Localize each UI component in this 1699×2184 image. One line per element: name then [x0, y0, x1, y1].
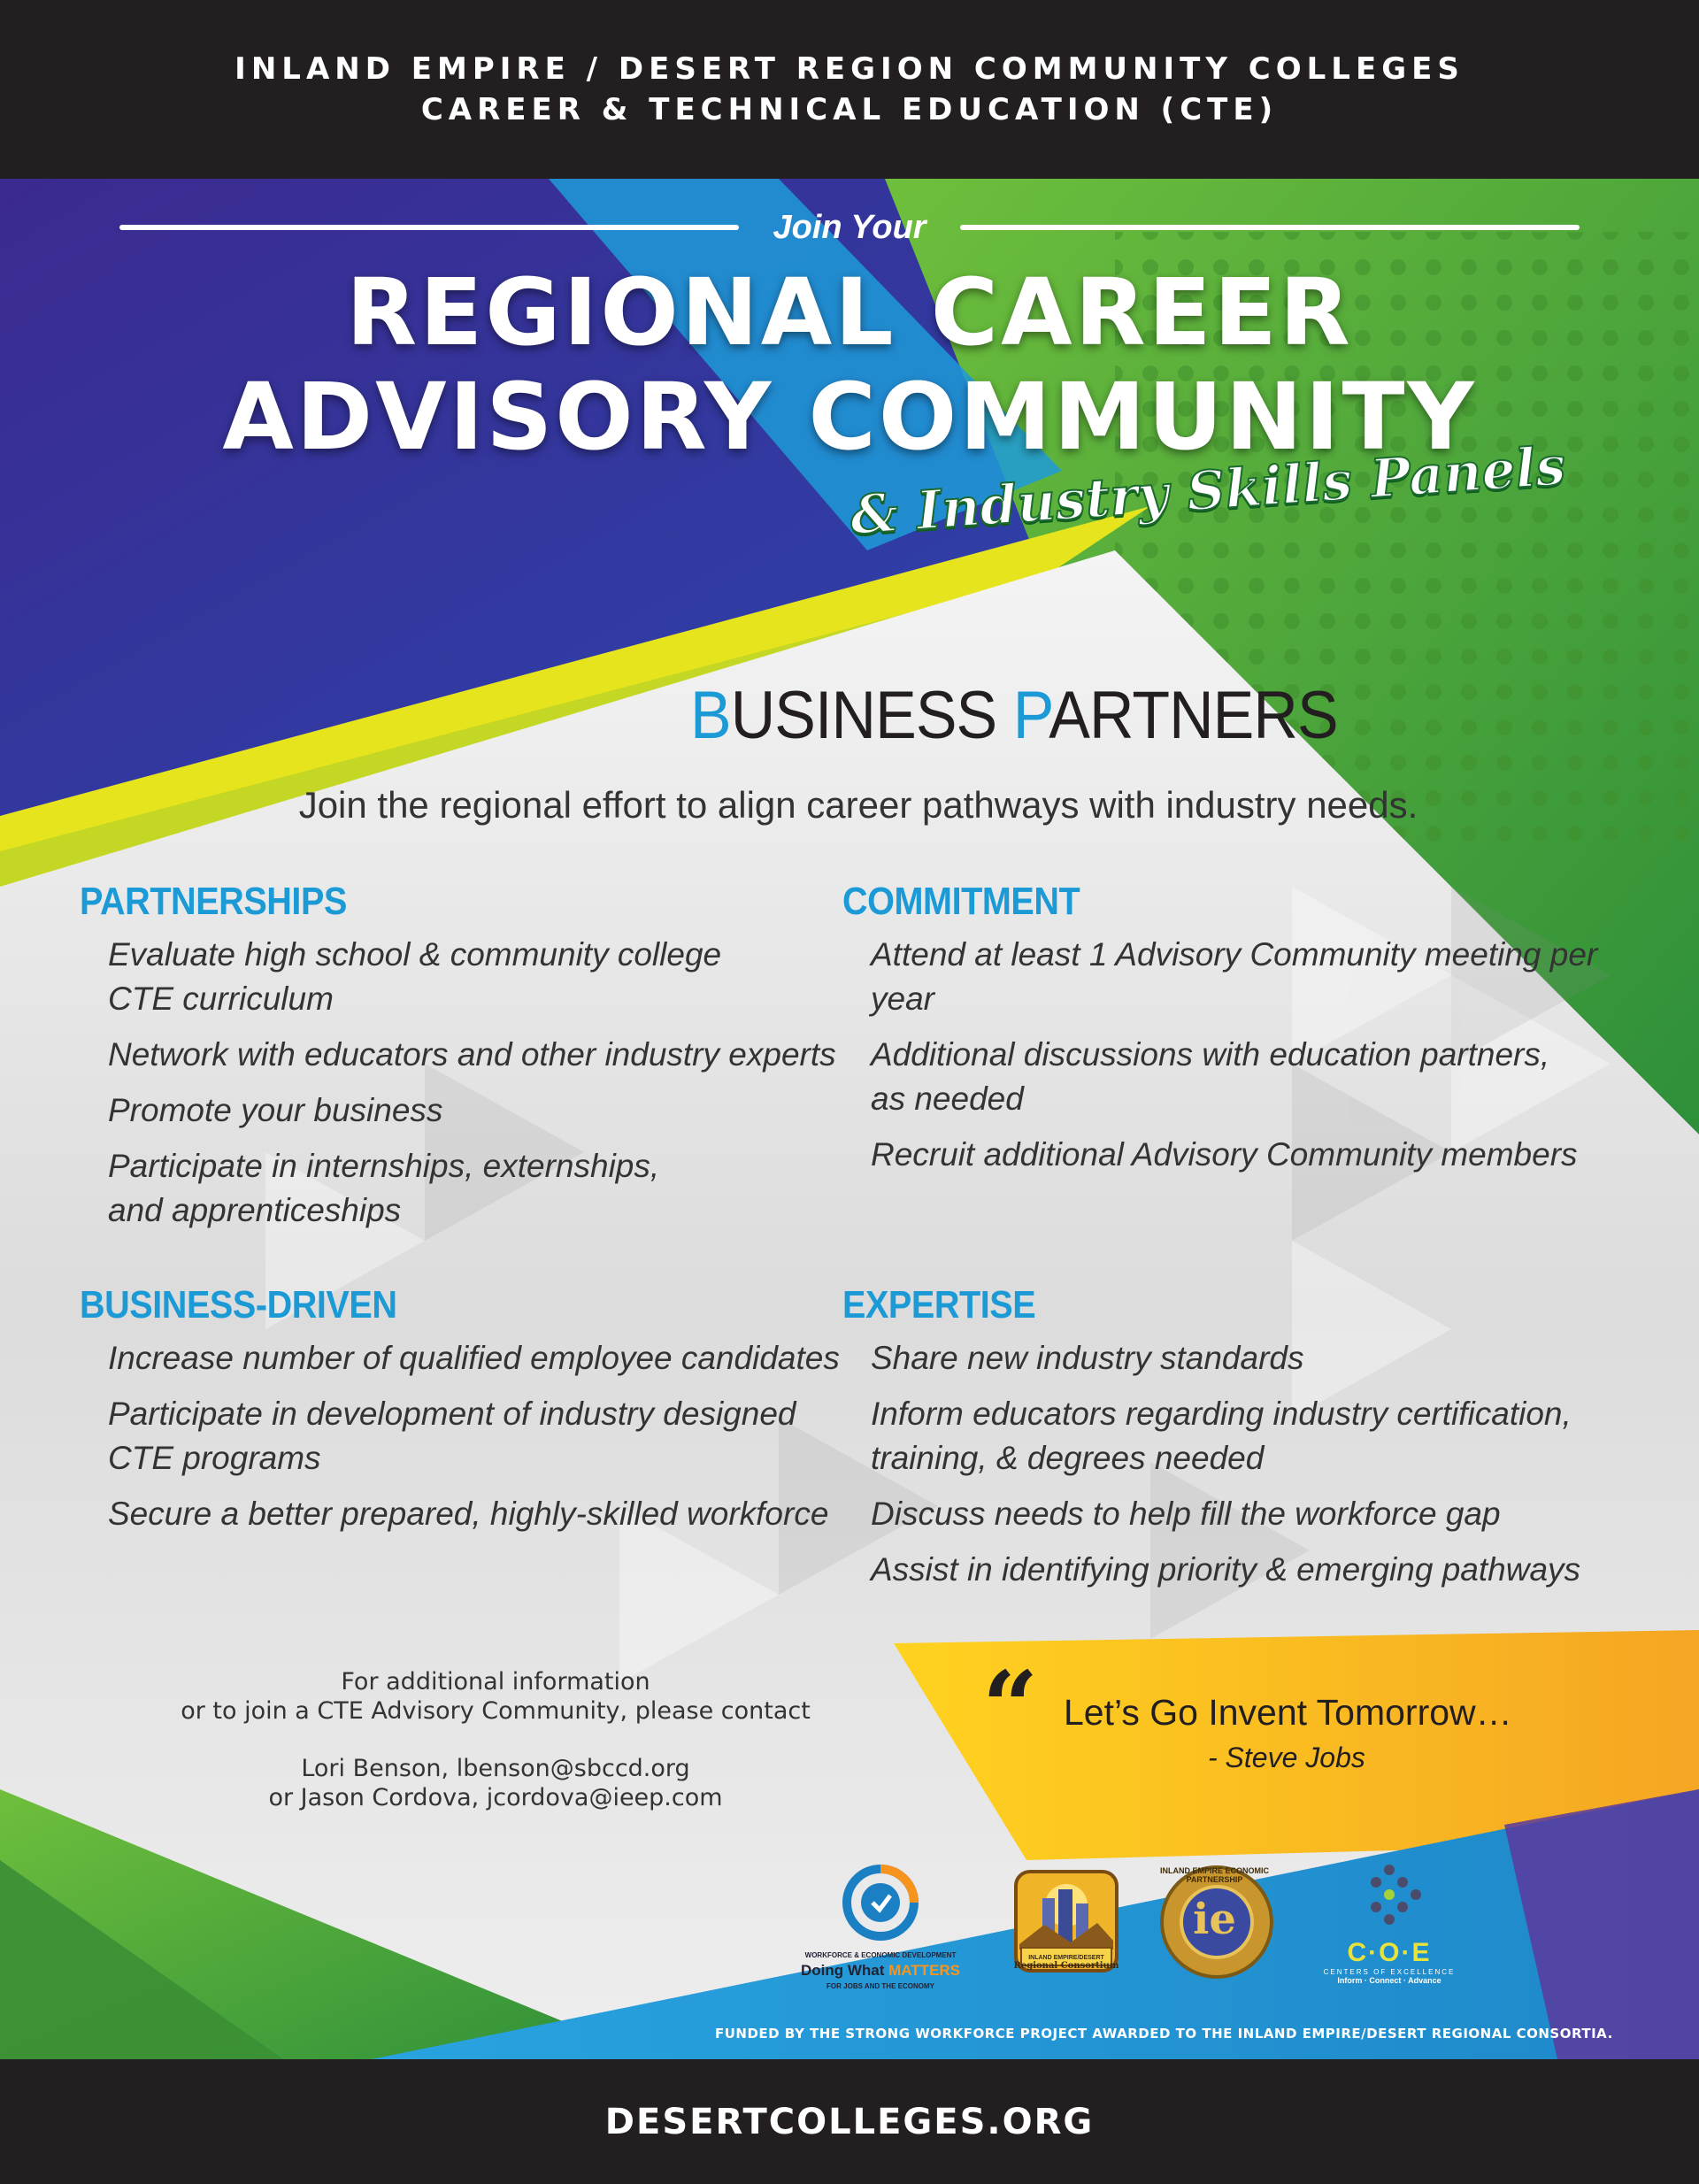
- list-item: Network with educators and other industry experts: [108, 1036, 836, 1073]
- coe-logo: [1310, 1863, 1469, 1985]
- section-heading: COMMITMENT: [842, 880, 1080, 923]
- list-item: Discuss needs to help fill the workforce gap: [871, 1496, 1501, 1532]
- dwm-accent: MATTERS: [888, 1962, 961, 1979]
- section-heading: EXPERTISE: [842, 1283, 1036, 1327]
- section-heading: BUSINESS-DRIVEN: [80, 1283, 397, 1327]
- coe-dots-icon: [1349, 1863, 1429, 1934]
- title-rest-artners: ARTNERS: [1049, 678, 1338, 753]
- funded-by-text: FUNDED BY THE STRONG WORKFORCE PROJECT AWARDED TO THE INLAND EMPIRE/DESERT REGIONAL CONSORTIA.: [715, 2026, 1613, 2042]
- join-rule-left: [119, 225, 739, 230]
- website-link[interactable]: DESERTCOLLEGES.ORG: [604, 2101, 1095, 2142]
- section-list: [80, 1336, 841, 1536]
- contact-block: [177, 1667, 814, 1812]
- section-list: [80, 933, 841, 1233]
- section-partnerships: [80, 880, 841, 1244]
- consortium-main-text: Regional Consortium: [1013, 1961, 1119, 1971]
- dwm-main-text: [788, 1962, 973, 1980]
- dwm-main: Doing What: [800, 1962, 885, 1979]
- join-label: Join Your: [773, 208, 926, 246]
- list-item: Assist in identifying priority & emerging pathways: [871, 1551, 1581, 1588]
- contact-line-2: or to join a CTE Advisory Community, please contact: [181, 1697, 811, 1725]
- list-item: Evaluate high school & community college CTE curriculum: [108, 936, 722, 1017]
- business-partners-title: [690, 677, 1338, 754]
- dwm-top-text: WORKFORCE & ECONOMIC DEVELOPMENT: [804, 1951, 957, 1959]
- ieep-ring-text: INLAND EMPIRE ECONOMIC PARTNERSHIP: [1159, 1866, 1269, 1884]
- section-heading: PARTNERSHIPS: [80, 880, 347, 923]
- quote-text: Let’s Go Invent Tomorrow…: [1064, 1692, 1512, 1733]
- section-business-driven: [80, 1283, 841, 1548]
- contact-line-1: For additional information: [341, 1668, 650, 1696]
- list-item: Promote your business: [108, 1092, 443, 1128]
- partner-logos: [788, 1863, 1478, 2040]
- header-line-2: CAREER & TECHNICAL EDUCATION (CTE): [420, 92, 1279, 127]
- ieep-logo: [1155, 1863, 1279, 1987]
- dwm-circle-icon: [841, 1863, 920, 1942]
- list-item: Attend at least 1 Advisory Community meeting per year: [871, 936, 1598, 1017]
- doing-what-matters-logo: [788, 1863, 973, 1993]
- regional-consortium-logo: [1004, 1863, 1128, 1982]
- join-row: [119, 205, 1580, 250]
- list-item: Secure a better prepared, highly-skilled workforce: [108, 1496, 829, 1532]
- title-initial-p: P: [1012, 678, 1049, 753]
- title-rest-usiness: USINESS: [730, 678, 1013, 753]
- list-item: Inform educators regarding industry certification, training, & degrees needed: [871, 1396, 1572, 1476]
- quote-mark-icon: “: [982, 1650, 1039, 1764]
- coe-sub-text: CENTERS OF EXCELLENCE: [1323, 1968, 1456, 1976]
- hero: [0, 179, 1699, 550]
- contact-jason-cordova[interactable]: or Jason Cordova, jcordova@ieep.com: [268, 1784, 723, 1811]
- list-item: Additional discussions with education partners, as needed: [871, 1036, 1550, 1117]
- hero-title: [0, 260, 1699, 469]
- list-item: Increase number of qualified employee candidates: [108, 1340, 840, 1376]
- business-partners-intro: Join the regional effort to align career pathways with industry needs.: [298, 784, 1418, 826]
- coe-main-text: C·O·E: [1347, 1938, 1432, 1967]
- section-list: [842, 933, 1639, 1177]
- header-band: [0, 0, 1699, 179]
- section-commitment: [842, 880, 1639, 1188]
- coe-tag-text: Inform · Connect · Advance: [1337, 1976, 1441, 1985]
- dwm-bottom-text: FOR JOBS AND THE ECONOMY: [826, 1982, 934, 1990]
- list-item: Share new industry standards: [871, 1340, 1304, 1376]
- hero-subtitle: & Industry Skills Panels: [848, 434, 1568, 548]
- header-line-1: INLAND EMPIRE / DESERT REGION COMMUNITY COLLEGES: [234, 51, 1465, 87]
- contact-lori-benson[interactable]: Lori Benson, lbenson@sbccd.org: [301, 1755, 690, 1782]
- title-initial-b: B: [690, 678, 731, 753]
- hero-title-line-2: ADVISORY COMMUNITY: [222, 363, 1477, 471]
- section-list: [842, 1336, 1639, 1592]
- list-item: Recruit additional Advisory Community members: [871, 1136, 1578, 1173]
- quote-author: - Steve Jobs: [1208, 1742, 1365, 1773]
- join-rule-right: [960, 225, 1580, 230]
- section-expertise: [842, 1283, 1639, 1603]
- list-item: Participate in development of industry designed CTE programs: [108, 1396, 796, 1476]
- footer-band: [0, 2059, 1699, 2184]
- hero-title-line-1: REGIONAL CAREER: [346, 258, 1353, 366]
- list-item: Participate in internships, externships, and apprenticeships: [108, 1148, 660, 1228]
- consortium-top-text: INLAND EMPIRE/DESERT: [1028, 1955, 1104, 1961]
- ieep-center-text: ie: [1193, 1895, 1236, 1944]
